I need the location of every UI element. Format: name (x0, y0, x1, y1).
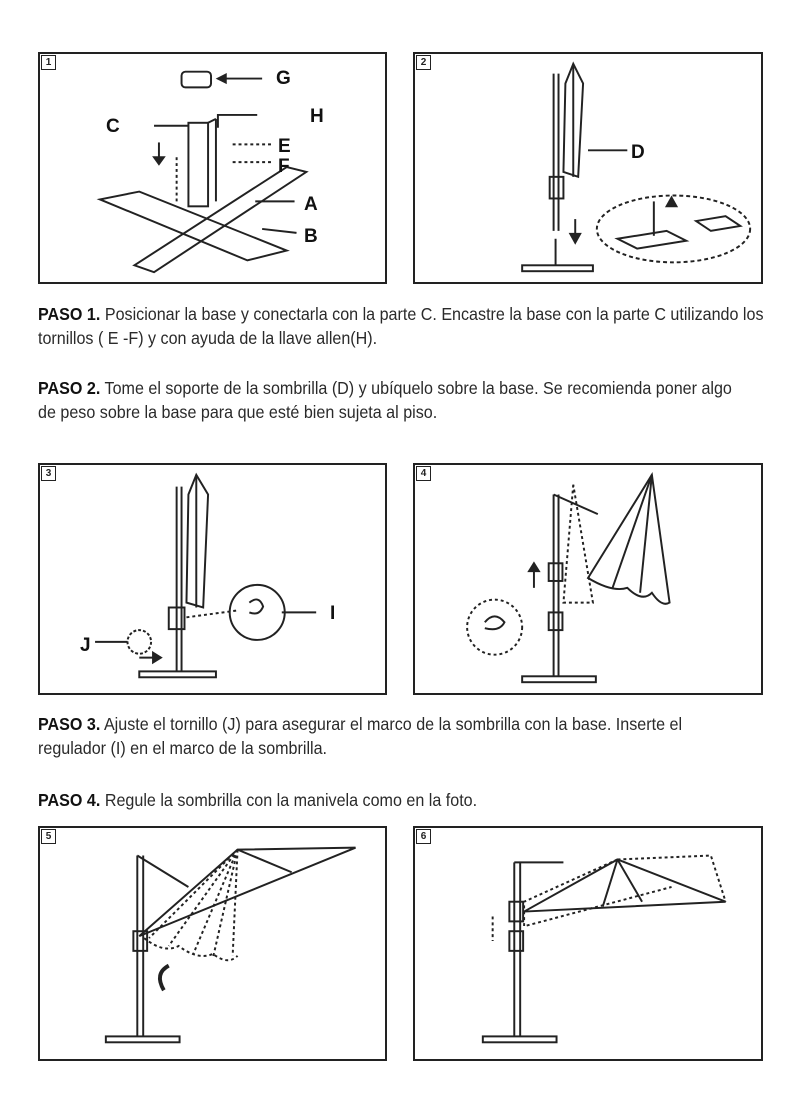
step-description: Posicionar la base y conectarla con la parte C. Encastre la base con la parte C utilizando los tornillos ( E -F) y con ayuda de la llave allen(H). (38, 304, 764, 348)
umbrella-on-base-drawing (415, 54, 761, 282)
step-description: Regule la sombrilla con la manivela como en la foto. (104, 790, 478, 810)
step-title: PASO 4. (38, 790, 101, 810)
step-1-illustration (38, 52, 387, 284)
step-4-illustration (413, 463, 763, 695)
step-1-text (38, 302, 765, 350)
step-title: PASO 1. (38, 304, 101, 324)
panel-number: 5 (41, 829, 56, 844)
part-label-g: G (276, 68, 291, 89)
panel-number: 1 (41, 55, 56, 70)
panel-number: 6 (416, 829, 431, 844)
part-label-i: I (330, 603, 336, 624)
part-label-b: B (304, 226, 318, 247)
step-4-text (38, 788, 765, 812)
umbrella-tilt-drawing (40, 828, 385, 1059)
panel-number: 3 (41, 466, 56, 481)
panel-number: 2 (416, 55, 431, 70)
part-label-d: D (631, 142, 645, 163)
tilt-illustration (38, 826, 387, 1061)
step-2-illustration (413, 52, 763, 284)
umbrella-opening-drawing (415, 465, 761, 693)
rotate-illustration (413, 826, 763, 1061)
step-2-text (38, 376, 737, 424)
step-title: PASO 2. (38, 378, 101, 398)
step-description: Ajuste el tornillo (J) para asegurar el marco de la sombrilla con la base. Inserte el regulador (I) en el marco de la sombrilla. (38, 714, 683, 758)
part-label-c: C (106, 116, 120, 137)
step-3-illustration (38, 463, 387, 695)
step-description: Tome el soporte de la sombrilla (D) y ubíquelo sobre la base. Se recomienda poner algo de peso sobre la base para que esté bien sujeta al piso. (38, 378, 732, 422)
base-assembly-drawing (40, 54, 385, 282)
step-3-text (38, 712, 737, 760)
part-label-e: E (278, 136, 291, 157)
umbrella-rotate-drawing (415, 828, 761, 1059)
part-label-a: A (304, 194, 318, 215)
screw-and-regulator-drawing (40, 465, 385, 693)
step-title: PASO 3. (38, 714, 101, 734)
part-label-h: H (310, 106, 324, 127)
part-label-f: F (278, 156, 290, 177)
panel-number: 4 (416, 466, 431, 481)
part-label-j: J (80, 635, 91, 656)
